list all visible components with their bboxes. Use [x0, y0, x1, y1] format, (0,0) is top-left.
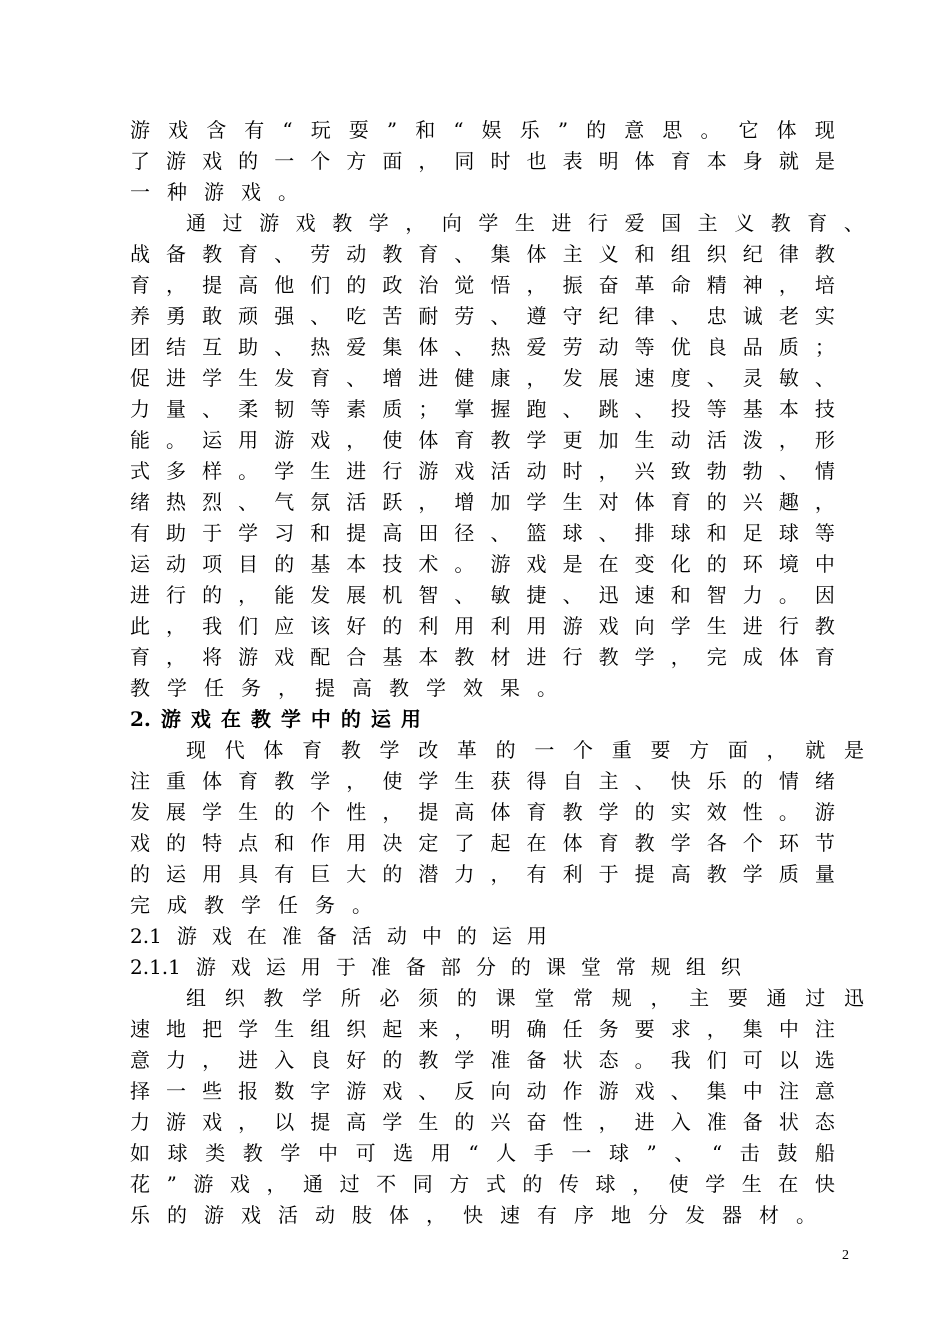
text-line: 有 助 于 学 习 和 提 高 田 径 、 篮 球 、 排 球 和 足 球 等 — [130, 521, 835, 545]
subsection-heading: 2.1 游 戏 在 准 备 活 动 中 的 运 用 — [130, 924, 547, 948]
section-heading: 2. 游 戏 在 教 学 中 的 运 用 — [130, 707, 421, 731]
text-line: 团 结 互 助 、 热 爱 集 体 、 热 爱 劳 动 等 优 良 品 质 ； — [130, 335, 835, 359]
text-line: 运 动 项 目 的 基 本 技 术 。 游 戏 是 在 变 化 的 环 境 中 — [130, 552, 835, 576]
text-line: 一 种 游 戏 。 — [130, 180, 298, 204]
text-line: 养 勇 敢 顽 强 、 吃 苦 耐 劳 、 遵 守 纪 律 、 忠 诚 老 实 — [130, 304, 835, 328]
text-line: 的 运 用 具 有 巨 大 的 潜 力 ， 有 利 于 提 高 教 学 质 量 — [130, 862, 835, 886]
text-line: 意 力 ， 进 入 良 好 的 教 学 准 备 状 态 。 我 们 可 以 选 — [130, 1048, 835, 1072]
text-line: 战 备 教 育 、 劳 动 教 育 、 集 体 主 义 和 组 织 纪 律 教 — [130, 242, 835, 266]
subsection-heading: 2.1.1 游 戏 运 用 于 准 备 部 分 的 课 堂 常 规 组 织 — [130, 955, 741, 979]
text-line: 发 展 学 生 的 个 性 ， 提 高 体 育 教 学 的 实 效 性 。 游 — [130, 800, 835, 824]
text-line: 游 戏 含 有 “ 玩 耍 ” 和 “ 娱 乐 ” 的 意 思 。 它 体 现 — [130, 118, 835, 142]
text-line: 速 地 把 学 生 组 织 起 来 ， 明 确 任 务 要 求 ， 集 中 注 — [130, 1017, 835, 1041]
text-line: 了 游 戏 的 一 个 方 面 ， 同 时 也 表 明 体 育 本 身 就 是 — [130, 149, 835, 173]
text-line: 择 一 些 报 数 字 游 戏 、 反 向 动 作 游 戏 、 集 中 注 意 — [130, 1079, 835, 1103]
text-line: 注 重 体 育 教 学 ， 使 学 生 获 得 自 主 、 快 乐 的 情 绪 — [130, 769, 835, 793]
text-line: 花 ” 游 戏 ， 通 过 不 同 方 式 的 传 球 ， 使 学 生 在 快 — [130, 1172, 835, 1196]
text-line: 乐 的 游 戏 活 动 肢 体 ， 快 速 有 序 地 分 发 器 材 。 — [130, 1203, 816, 1227]
text-line: 如 球 类 教 学 中 可 选 用 “ 人 手 一 球 ” 、 “ 击 鼓 船 — [130, 1141, 835, 1165]
text-line: 育 ， 将 游 戏 配 合 基 本 教 材 进 行 教 学 ， 完 成 体 育 — [130, 645, 835, 669]
text-line: 式 多 样 。 学 生 进 行 游 戏 活 动 时 ， 兴 致 勃 勃 、 情 — [130, 459, 835, 483]
text-line: 绪 热 烈 、 气 氛 活 跃 ， 增 加 学 生 对 体 育 的 兴 趣 ， — [130, 490, 835, 514]
text-line: 能 。 运 用 游 戏 ， 使 体 育 教 学 更 加 生 动 活 泼 ， 形 — [130, 428, 835, 452]
text-line: 进 行 的 ， 能 发 展 机 智 、 敏 捷 、 迅 速 和 智 力 。 因 — [130, 583, 835, 607]
text-line: 戏 的 特 点 和 作 用 决 定 了 起 在 体 育 教 学 各 个 环 节 — [130, 831, 835, 855]
text-line: 育 ， 提 高 他 们 的 政 治 觉 悟 ， 振 奋 革 命 精 神 ， 培 — [130, 273, 835, 297]
text-line: 教 学 任 务 ， 提 高 教 学 效 果 。 — [130, 676, 557, 700]
text-line: 现 代 体 育 教 学 改 革 的 一 个 重 要 方 面 ， 就 是 — [186, 738, 864, 762]
text-line: 组 织 教 学 所 必 须 的 课 堂 常 规 ， 主 要 通 过 迅 — [186, 986, 864, 1010]
text-line: 此 ， 我 们 应 该 好 的 利 用 利 用 游 戏 向 学 生 进 行 教 — [130, 614, 835, 638]
text-line: 通 过 游 戏 教 学 ， 向 学 生 进 行 爱 国 主 义 教 育 、 — [186, 211, 864, 235]
text-line: 力 游 戏 ， 以 提 高 学 生 的 兴 奋 性 ， 进 入 准 备 状 态 — [130, 1110, 835, 1134]
text-line: 力 量 、 柔 韧 等 素 质 ； 掌 握 跑 、 跳 、 投 等 基 本 技 — [130, 397, 835, 421]
text-line: 促 进 学 生 发 育 、 增 进 健 康 ， 发 展 速 度 、 灵 敏 、 — [130, 366, 835, 390]
page-number: 2 — [842, 1248, 849, 1263]
text-line: 完 成 教 学 任 务 。 — [130, 893, 372, 917]
